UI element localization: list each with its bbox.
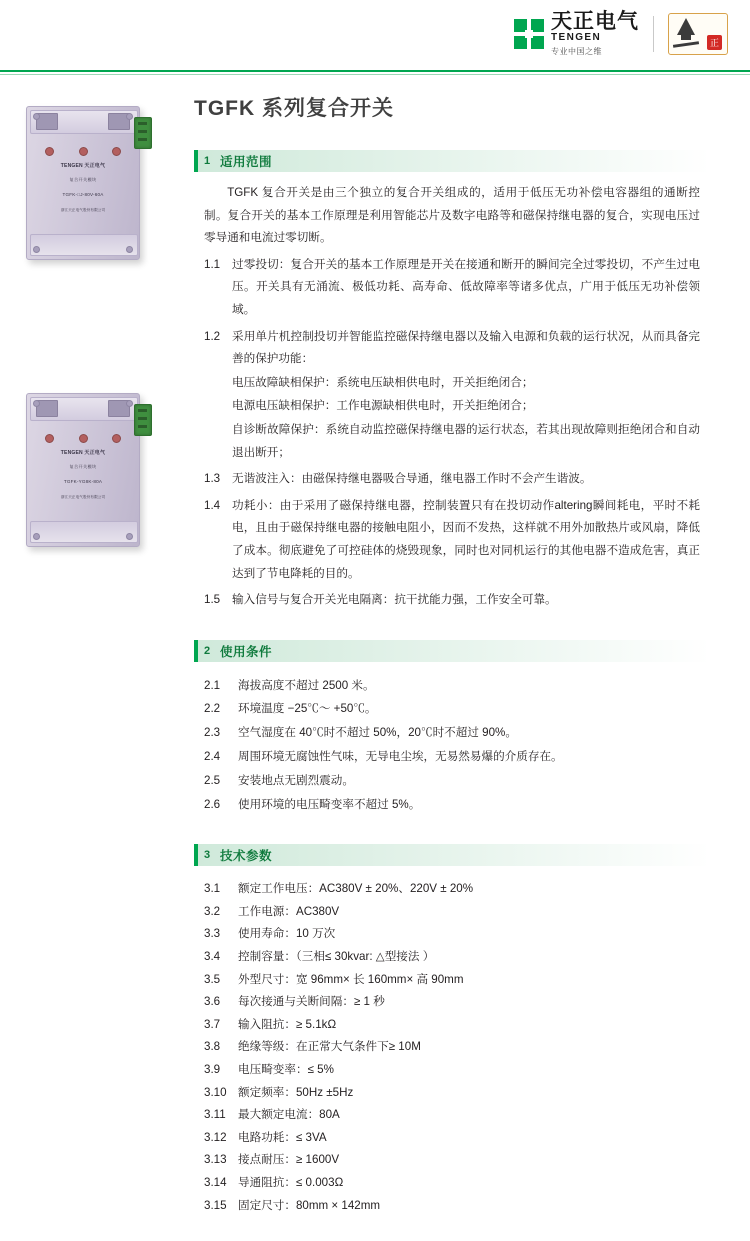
- device-label-model: TGFK-□J-80V-60A: [62, 192, 104, 198]
- section-header-1: [194, 150, 710, 172]
- item-text: 导通阻抗：≤ 0.003Ω: [238, 1176, 344, 1189]
- brand-name-en: TENGEN: [551, 32, 602, 44]
- spec-item: [204, 1127, 700, 1150]
- led-indicators: [45, 147, 121, 156]
- tengen-logo-icon: [514, 19, 544, 49]
- condition-item: [204, 674, 700, 698]
- spec-item: [204, 1036, 700, 1059]
- item-number: 3.11: [204, 1108, 226, 1122]
- brand-tagline: 专业中国之维: [551, 47, 602, 57]
- clause-number: 1.2: [204, 329, 221, 343]
- item-number: 3.8: [204, 1040, 221, 1054]
- section-title: 技术参数: [220, 849, 273, 864]
- spec-item: [204, 1195, 700, 1218]
- section-number: 3: [203, 849, 211, 862]
- device-illustration: [26, 393, 140, 547]
- spec-item: [204, 901, 700, 924]
- section-header-2: [194, 640, 710, 662]
- product-photo-2: [12, 393, 162, 547]
- device-label-sub: 复合开关模块: [69, 176, 97, 182]
- item-number: 3.12: [204, 1130, 227, 1144]
- clause-text: 输入信号与复合开关光电隔离：抗干扰能力强，工作安全可靠。: [232, 593, 557, 607]
- spec-item: [204, 969, 700, 992]
- clause-text: 采用单片机控制投切并智能监控磁保持继电器以及输入电源和负载的运行状况，从而具备完善的保护功能：: [232, 329, 700, 366]
- clause-1-2-sublist: [232, 372, 700, 464]
- condition-item: [204, 721, 700, 745]
- clause-1-2: [204, 326, 700, 371]
- section-title: 适用范围: [220, 155, 273, 169]
- item-number: 2.3: [204, 726, 221, 740]
- spec-item: [204, 1059, 700, 1082]
- item-number: 3.3: [204, 927, 221, 941]
- item-number: 3.9: [204, 1063, 221, 1077]
- item-text: 电压畸变率：≤ 5%: [238, 1063, 334, 1077]
- item-number: 2.4: [204, 749, 221, 763]
- clause-text: 无谐波注入：由磁保持继电器吸合导通，继电器工作时不会产生谐波。: [232, 472, 592, 486]
- green-terminal-block: [134, 117, 152, 149]
- item-text: 每次接通与关断间隔：≥ 1 秒: [238, 995, 385, 1009]
- clause-text: 过零投切：复合开关的基本工作原理是开关在接通和断开的瞬间完全过零投切，不产生过电压。开关具有无涌流、极低功耗、高寿命、低故障率等诸多优点，广用于低压无功补偿领域。: [232, 257, 700, 316]
- led-indicators: [45, 434, 121, 443]
- item-text: 空气湿度在 40℃时不超过 50%，20℃时不超过 90%。: [238, 726, 517, 740]
- item-number: 3.6: [204, 995, 221, 1009]
- section-1-intro: TGFK 复合开关是由三个独立的复合开关组成的，适用于低压无功补偿电容器组的通断控制。复合开关的基本工作原理是利用智能芯片及数字电路等和磁保持继电器的复合，实现电压过零导通和电流过零切断。: [204, 186, 700, 245]
- device-label-2: [37, 450, 129, 501]
- page-title: TGFK 系列复合开关: [194, 97, 394, 120]
- clause-1-5: [204, 589, 700, 612]
- item-text: 海拔高度不超过 2500 米。: [238, 678, 375, 692]
- item-text: 接点耐压：≥ 1600V: [238, 1153, 340, 1167]
- item-number: 3.13: [204, 1153, 227, 1167]
- clause-1-4: [204, 495, 700, 585]
- item-text: 工作电源：AC380V: [238, 904, 340, 918]
- item-text: 绝缘等级：在正常大气条件下≥ 10M: [238, 1040, 421, 1054]
- spec-item: [204, 1149, 700, 1172]
- clause-text: 功耗小：由于采用了磁保持继电器，控制装置只有在投切动作altering瞬间耗电，平时不耗电，且由于磁保持继电器的接触电阻小，因而不发热，这样就不用外加散热片或风扇，降低了成本。彻底避免了可控硅体的烧毁现象，同时也对同机运行的其他电器不造成危害，真正达到了节电降耗的目的。: [232, 498, 700, 580]
- item-text: 外型尺寸：宽 96mm× 长 160mm× 高 90mm: [238, 972, 464, 986]
- section-2-body: [204, 674, 700, 817]
- item-number: 3.5: [204, 972, 221, 986]
- section-1-body: [204, 182, 700, 612]
- item-number: 3.7: [204, 1017, 221, 1031]
- condition-item: [204, 697, 700, 721]
- item-number: 3.15: [204, 1198, 227, 1212]
- clause-1-1: [204, 254, 700, 322]
- spec-item: [204, 946, 700, 969]
- document-content: [178, 78, 726, 1241]
- section-title: 使用条件: [220, 644, 273, 659]
- section-number: 2: [203, 644, 211, 657]
- spec-item: [204, 1172, 700, 1195]
- sub-item: 电压故障缺相保护：系统电压缺相供电时，开关拒绝闭合；: [232, 375, 534, 389]
- spec-item: [204, 1104, 700, 1127]
- header-rule-thin: [0, 74, 750, 75]
- item-number: 2.2: [204, 702, 221, 716]
- item-number: 2.5: [204, 773, 221, 787]
- item-text: 额定频率：50Hz ±5Hz: [238, 1085, 354, 1099]
- sub-item: 自诊断故障保护：系统自动监控磁保持继电器的运行状态，若其出现故障则拒绝闭合和自动退出断开；: [232, 422, 700, 459]
- section-number: 1: [203, 155, 211, 167]
- condition-item: [204, 745, 700, 769]
- item-text: 最大额定电流：80A: [238, 1108, 340, 1122]
- spec-item: [204, 1014, 700, 1037]
- brand-divider: [653, 16, 654, 52]
- device-illustration: [26, 106, 140, 260]
- section-header-3: [194, 844, 710, 866]
- header-rule: [0, 70, 750, 72]
- device-label-company: 浙江天正电气股份有限公司: [60, 495, 106, 500]
- spec-item: [204, 878, 700, 901]
- page-header: [0, 0, 750, 78]
- product-image-column: [0, 78, 170, 1043]
- item-number: 3.2: [204, 904, 221, 918]
- item-text: 使用环境的电压畸变率不超过 5%。: [238, 797, 421, 811]
- clause-1-3: [204, 468, 700, 491]
- item-number: 2.1: [204, 678, 221, 692]
- section-3-body: [204, 878, 700, 1217]
- device-label-title: TENGEN 天正电气: [60, 450, 106, 456]
- brand-logo: [514, 10, 639, 57]
- item-text: 固定尺寸：80mm × 142mm: [238, 1198, 381, 1212]
- item-text: 输入阻抗：≥ 5.1kΩ: [238, 1017, 337, 1031]
- spec-item: [204, 991, 700, 1014]
- badge-seal-text: 正: [707, 35, 722, 50]
- item-text: 安装地点无剧烈震动。: [238, 773, 354, 787]
- brand-name-zh: 天正电气: [551, 9, 639, 33]
- product-photo-1: [12, 106, 162, 260]
- item-number: 3.1: [204, 882, 221, 896]
- device-label-sub: 复合开关模块: [69, 463, 97, 469]
- device-label-1: [37, 163, 129, 214]
- sub-item: 电源电压缺相保护：工作电源缺相供电时，开关拒绝闭合；: [232, 399, 534, 413]
- item-number: 3.10: [204, 1085, 227, 1099]
- clause-number: 1.4: [204, 498, 221, 512]
- condition-item: [204, 793, 700, 817]
- spec-item: [204, 1082, 700, 1105]
- item-text: 额定工作电压：AC380V ± 20%、220V ± 20%: [238, 882, 474, 896]
- item-number: 3.14: [204, 1176, 227, 1189]
- green-terminal-block: [134, 404, 152, 436]
- item-text: 电路功耗：≤ 3VA: [238, 1130, 327, 1144]
- spec-item: [204, 923, 700, 946]
- device-label-company: 浙江天正电气股份有限公司: [60, 208, 106, 213]
- device-label-model: TGFK-YG8K-80A: [63, 479, 103, 485]
- device-label-title: TENGEN 天正电气: [60, 163, 106, 169]
- clause-number: 1.1: [204, 257, 221, 271]
- item-number: 2.6: [204, 797, 221, 811]
- item-text: 使用寿命：10 万次: [238, 927, 336, 941]
- item-text: 周围环境无腐蚀性气味，无导电尘埃，无易然易爆的介质存在。: [238, 749, 563, 763]
- clause-number: 1.5: [204, 593, 221, 607]
- item-number: 3.4: [204, 950, 221, 964]
- item-text: 环境温度 −25℃～ +50℃。: [238, 702, 377, 716]
- clause-number: 1.3: [204, 472, 221, 486]
- item-text: 控制容量：（三相≤ 30kvar: △型接法 ）: [238, 950, 435, 964]
- brand-block: [514, 10, 728, 57]
- condition-item: [204, 769, 700, 793]
- certification-badge-icon: [668, 13, 728, 55]
